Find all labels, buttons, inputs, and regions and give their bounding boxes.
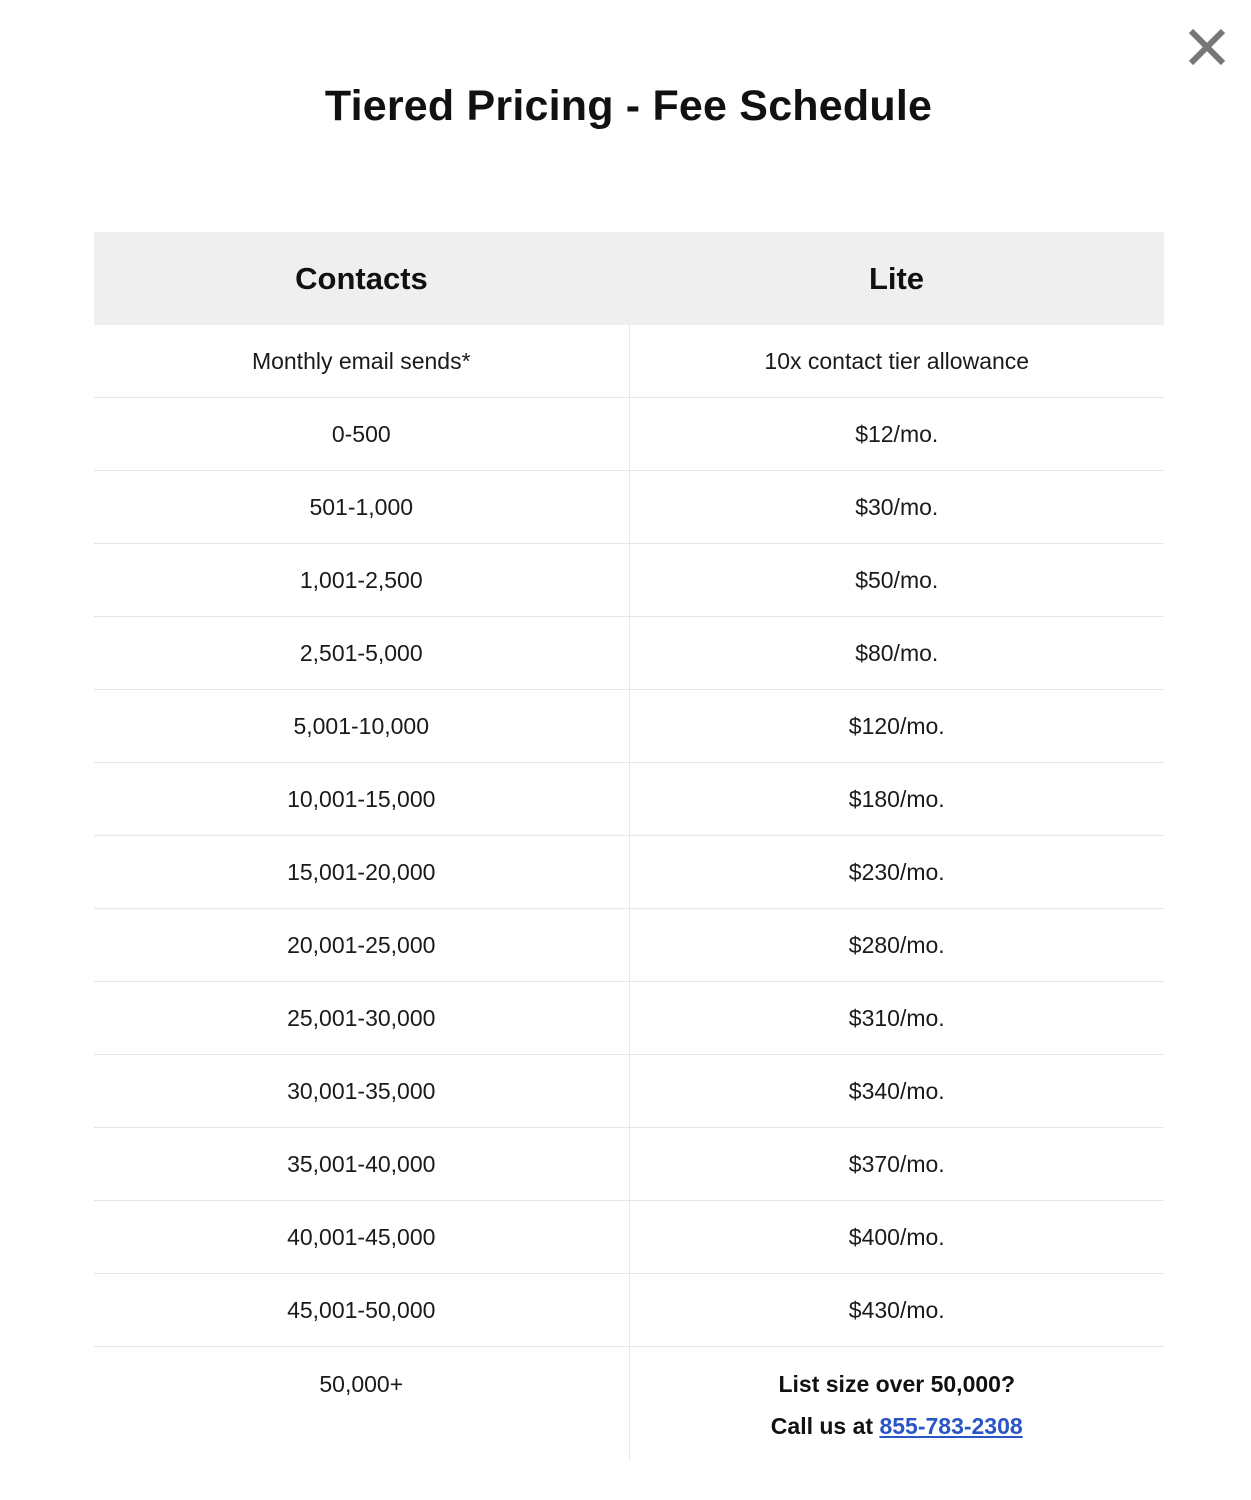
tier-price: $30/mo. <box>629 471 1164 544</box>
subheader-monthly-sends: Monthly email sends* <box>94 325 629 398</box>
tier-price: $310/mo. <box>629 982 1164 1055</box>
table-header-row <box>94 232 1164 325</box>
table-row <box>94 836 1164 909</box>
close-button[interactable] <box>1182 22 1232 72</box>
table-row-over-50k <box>94 1347 1164 1461</box>
tier-price: $50/mo. <box>629 544 1164 617</box>
tier-contacts: 40,001-45,000 <box>94 1201 629 1274</box>
tier-contacts: 35,001-40,000 <box>94 1128 629 1201</box>
table-row <box>94 617 1164 690</box>
tier-price: $80/mo. <box>629 617 1164 690</box>
tier-contacts: 20,001-25,000 <box>94 909 629 982</box>
call-us-line <box>630 1405 1165 1447</box>
tier-price: $12/mo. <box>629 398 1164 471</box>
tier-contacts: 5,001-10,000 <box>94 690 629 763</box>
tier-contacts: 1,001-2,500 <box>94 544 629 617</box>
tier-price: $430/mo. <box>629 1274 1164 1347</box>
table-row <box>94 398 1164 471</box>
table-row <box>94 1128 1164 1201</box>
tier-price: $340/mo. <box>629 1055 1164 1128</box>
table-row <box>94 1201 1164 1274</box>
table-row <box>94 909 1164 982</box>
table-row <box>94 471 1164 544</box>
tier-contacts: 25,001-30,000 <box>94 982 629 1055</box>
page-title: Tiered Pricing - Fee Schedule <box>324 82 933 130</box>
table-row <box>94 1055 1164 1128</box>
call-us-prefix: Call us at <box>770 1413 880 1439</box>
contact-us-cell <box>629 1347 1164 1461</box>
table-row <box>94 690 1164 763</box>
tier-price: $400/mo. <box>629 1201 1164 1274</box>
tier-price: $280/mo. <box>629 909 1164 982</box>
close-icon <box>1182 22 1232 72</box>
header-lite: Lite <box>629 232 1164 325</box>
tier-price: $120/mo. <box>629 690 1164 763</box>
header-contacts: Contacts <box>94 232 629 325</box>
tier-price: $370/mo. <box>629 1128 1164 1201</box>
table-body <box>94 325 1164 1460</box>
tier-contacts <box>94 1347 629 1461</box>
phone-link[interactable]: 855-783-2308 <box>879 1413 1023 1439</box>
list-size-question: List size over 50,000? <box>778 1371 1015 1397</box>
tier-price: $230/mo. <box>629 836 1164 909</box>
tier-contacts-label: 50,000+ <box>319 1371 404 1397</box>
tier-contacts: 45,001-50,000 <box>94 1274 629 1347</box>
table-row <box>94 763 1164 836</box>
contact-us-text <box>630 1347 1165 1447</box>
tier-contacts: 0-500 <box>94 398 629 471</box>
tier-contacts: 2,501-5,000 <box>94 617 629 690</box>
subheader-allowance: 10x contact tier allowance <box>629 325 1164 398</box>
table-row <box>94 544 1164 617</box>
pricing-table <box>94 232 1164 1460</box>
tier-contacts: 30,001-35,000 <box>94 1055 629 1128</box>
table-row <box>94 982 1164 1055</box>
tier-contacts: 10,001-15,000 <box>94 763 629 836</box>
tier-contacts: 15,001-20,000 <box>94 836 629 909</box>
tier-contacts: 501-1,000 <box>94 471 629 544</box>
tier-price: $180/mo. <box>629 763 1164 836</box>
table-row <box>94 1274 1164 1347</box>
table-subheader-row <box>94 325 1164 398</box>
